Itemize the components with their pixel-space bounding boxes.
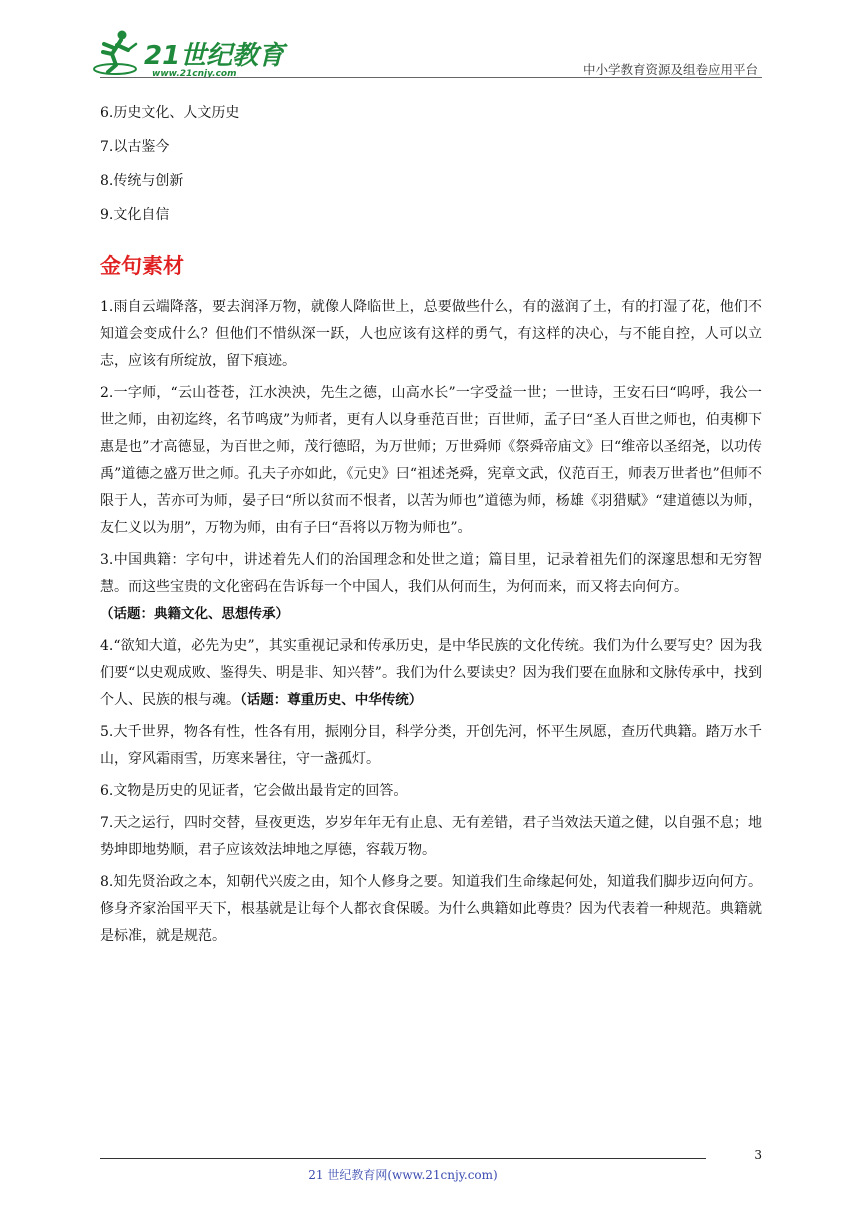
toc-item: 7.以古鉴今 (100, 139, 170, 155)
footer-site: 21 世纪教育网(www.21cnjy.com) (308, 1168, 498, 1182)
page-content (100, 104, 762, 955)
quote-text: 4.“欲知大道，必先为史”，其实重视记录和传承历史，是中华民族的文化传统。我们为什么要写史？因为我们要“以史观成败、鉴得失、明是非、知兴替”。我们为什么要读史？因为我们要在血脉和文脉传承中，找到个人、民族的根与魂。 (100, 638, 762, 708)
quote-paragraph (100, 719, 762, 773)
toc-item: 6.历史文化、人文历史 (100, 105, 240, 121)
runner-logo-icon (92, 28, 285, 80)
logo-url: www.21cnjy.com (152, 69, 237, 79)
quote-text: 6.文物是历史的见证者，它会做出最肯定的回答。 (100, 783, 408, 799)
toc-item: 8.传统与创新 (100, 173, 184, 189)
topic-tag: （话题：典籍文化、思想传承） (100, 606, 289, 622)
platform-name: 中小学教育资源及组卷应用平台 (582, 62, 758, 77)
quote-paragraph (100, 778, 762, 805)
quote-paragraph (100, 633, 762, 714)
footer-divider (100, 1158, 706, 1159)
section-title: 金句素材 (100, 254, 184, 278)
quote-text: 5.大千世界，物各有性，性各有用，振刚分目，科学分类，开创先河，怀平生夙愿，查历代典籍。踏万水千山，穿风霜雨雪，历寒来暑往，守一盏孤灯。 (100, 724, 762, 767)
quote-text: 2.一字师，“云山苍苍，江水泱泱，先生之德，山高水长”一字受益一世；一世诗，王安石曰“呜呼，我公一世之师，由初迄终，名节鸣宬”为师者，更有人以身垂范百世；百世师，孟子曰“圣人百世之师也，伯夷柳下惠是也”才高德显，为百世之师，茂行德昭，为万世师；万世舜师《祭舜帝庙文》曰“维帝以圣绍尧，以功传禹”道德之盛万世之师。孔夫子亦如此，《元史》曰“祖述尧舜，宪章文武，仪范百王，师表万世者也”但师不限于人，苦亦可为师，晏子曰“所以贫而不恨者，以苦为师也”道德为师，杨雄《羽猎赋》“建道德以为师，友仁义以为朋”，万物为师，由有子曰“吾将以万物为师也”。 (100, 385, 762, 536)
topic-tag: （话题：尊重历史、中华传统） (240, 692, 423, 708)
quote-text: 7.天之运行，四时交替，昼夜更迭，岁岁年年无有止息、无有差错，君子当效法天道之健，以自强不息；地势坤即地势顺，君子应该效法坤地之厚德，容载万物。 (100, 815, 762, 858)
quote-paragraph (100, 547, 762, 628)
toc-item: 9.文化自信 (100, 207, 170, 223)
logo-21cnjy (92, 28, 285, 80)
header-divider (100, 77, 762, 78)
logo-text: 21世纪教育 (144, 41, 285, 71)
quote-text: 3.中国典籍：字句中，讲述着先人们的治国理念和处世之道；篇目里，记录着祖先们的深邃思想和无穷智慧。而这些宝贵的文化密码在告诉每一个中国人，我们从何而生，为何而来，而又将去向何方。 (100, 552, 762, 595)
quote-text: 1.雨自云端降落，要去润泽万物，就像人降临世上，总要做些什么，有的滋润了土，有的打湿了花，他们不知道会变成什么？但他们不惜纵深一跃，人也应该有这样的勇气，有这样的决心，与不能自控，人可以立志，应该有所绽放，留下痕迹。 (100, 299, 762, 369)
quote-paragraph (100, 294, 762, 375)
page-header (0, 0, 860, 80)
page-number: 3 (754, 1148, 762, 1162)
quote-paragraph (100, 380, 762, 542)
quote-text: 8.知先贤治政之本，知朝代兴废之由，知个人修身之要。知道我们生命缘起何处，知道我们脚步迈向何方。修身齐家治国平天下，根基就是让每个人都衣食保暖。为什么典籍如此尊贵？因为代表着一种规范。典籍就是标准，就是规范。 (100, 874, 762, 944)
quote-paragraph (100, 810, 762, 864)
quote-paragraph (100, 869, 762, 950)
